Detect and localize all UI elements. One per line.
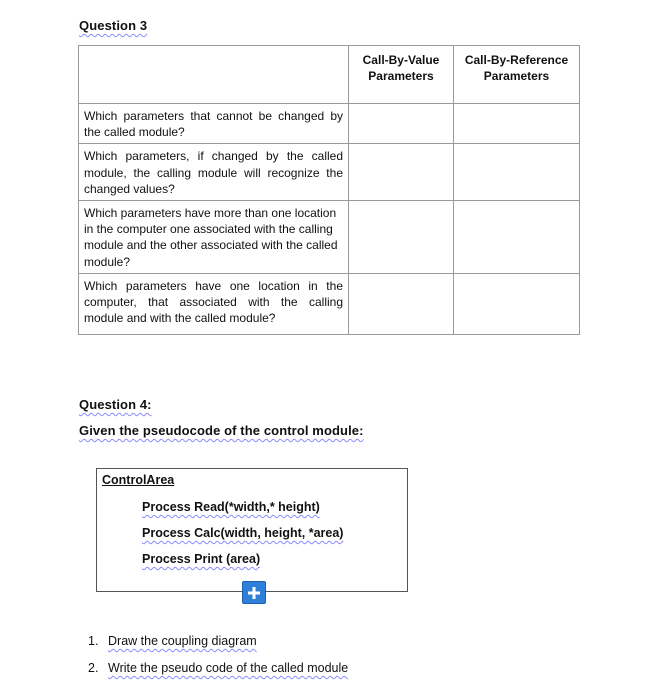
answer-cell-reference[interactable] — [454, 201, 580, 274]
question-cell: Which parameters, if changed by the called module, the calling module will recognize the changed values? — [79, 144, 349, 201]
code-line: Process Calc(width, height, *area) — [142, 526, 344, 540]
header-call-by-value: Call-By-Value Parameters — [349, 46, 454, 104]
table-header-empty-cell — [79, 46, 349, 104]
table-row — [79, 201, 580, 274]
task-text: Draw the coupling diagram — [108, 634, 257, 648]
code-line: Process Print (area) — [142, 552, 261, 566]
question-cell: Which parameters that cannot be changed by the called module? — [79, 104, 349, 144]
answer-cell-value[interactable] — [349, 274, 454, 335]
header-call-by-reference: Call-By-Reference Parameters — [454, 46, 580, 104]
answer-cell-reference[interactable] — [454, 144, 580, 201]
answer-cell-value[interactable] — [349, 144, 454, 201]
pseudocode-box — [96, 468, 408, 592]
parameters-table — [78, 45, 580, 335]
answer-cell-reference[interactable] — [454, 104, 580, 144]
question-3-heading: Question 3 — [79, 18, 148, 33]
plus-icon — [247, 586, 261, 600]
table-header-row — [79, 46, 580, 104]
task-text: Write the pseudo code of the called module — [108, 661, 349, 675]
list-item — [88, 661, 348, 675]
answer-cell-value[interactable] — [349, 201, 454, 274]
module-name: ControlArea — [102, 473, 175, 487]
question-cell: Which parameters have one location in the computer, that associated with the calling module and with the called module? — [79, 274, 349, 335]
question-4-heading: Question 4: — [79, 397, 152, 412]
question-cell: Which parameters have more than one location in the computer one associated with the calling module and the other associated with the called module? — [79, 201, 349, 274]
list-number: 2. — [88, 661, 99, 675]
table-row — [79, 144, 580, 201]
answer-cell-reference[interactable] — [454, 274, 580, 335]
answer-cell-value[interactable] — [349, 104, 454, 144]
list-number: 1. — [88, 634, 99, 648]
code-line: Process Read(*width,* height) — [142, 500, 320, 514]
table-row — [79, 274, 580, 335]
add-button[interactable] — [242, 581, 266, 604]
table-row — [79, 104, 580, 144]
question-4-subtitle: Given the pseudocode of the control module: — [79, 423, 364, 438]
list-item — [88, 634, 257, 648]
